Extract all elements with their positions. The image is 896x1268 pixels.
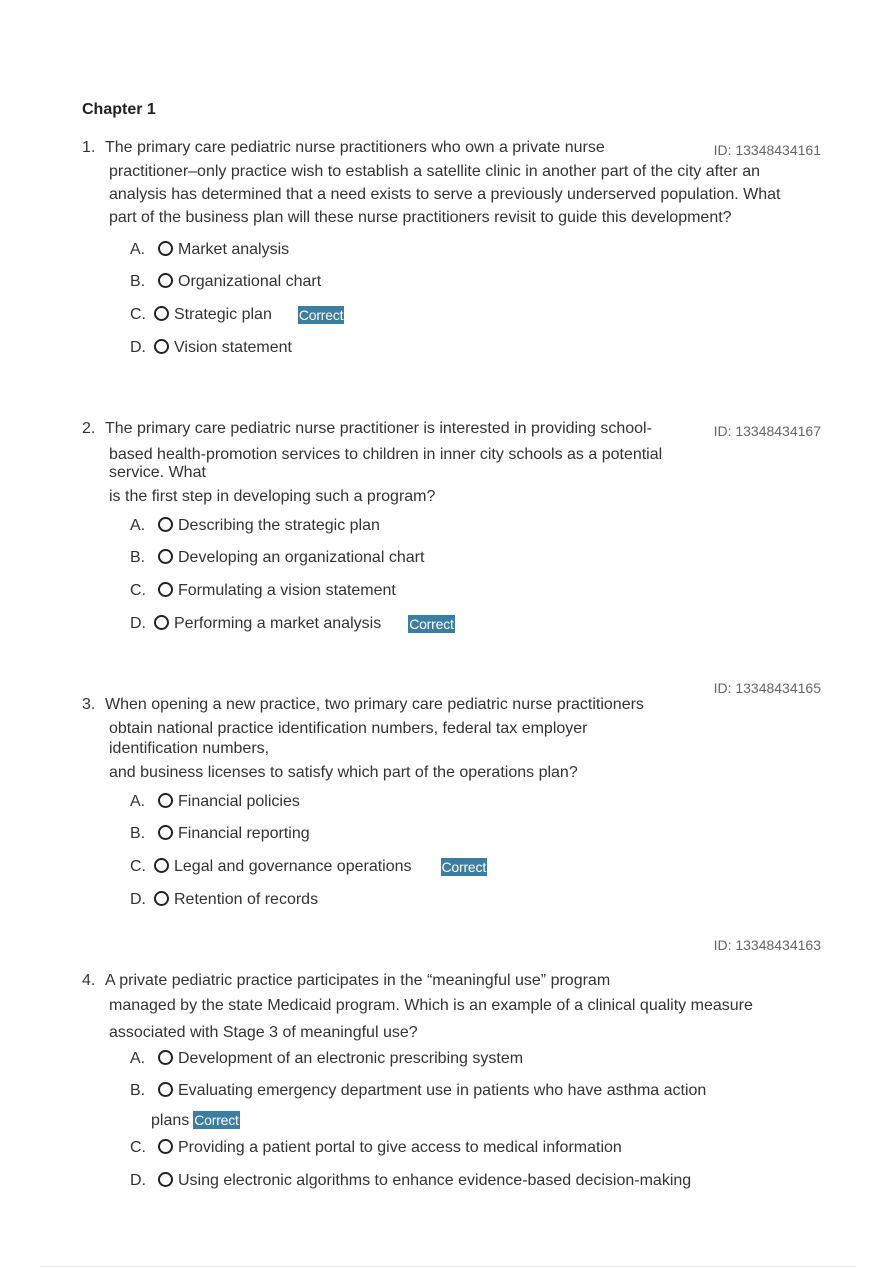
question-text-line: analysis has determined that a need exists to serve a previously underserved population. What: [109, 186, 781, 203]
answer-option-a[interactable]: A. Financial policies: [130, 793, 300, 810]
answer-option-c[interactable]: C. Formulating a vision statement: [130, 582, 396, 599]
answer-option-b[interactable]: B. Organizational chart: [130, 273, 322, 290]
question-id: ID: 13348434167: [713, 423, 821, 439]
answer-option-a[interactable]: A. Development of an electronic prescribing system: [130, 1050, 524, 1067]
answer-option-c[interactable]: C. Legal and governance operations Correct: [130, 858, 487, 875]
radio-circle-icon[interactable]: [158, 582, 173, 597]
answer-option-d[interactable]: D. Retention of records: [130, 891, 319, 908]
question-number: 4.: [82, 972, 96, 989]
question-number: 2.: [82, 420, 96, 437]
radio-circle-icon[interactable]: [154, 306, 169, 321]
question-text: 4. A private pediatric practice participates in the “meaningful use” program: [82, 972, 611, 989]
answer-option-d[interactable]: D. Performing a market analysis Correct: [130, 615, 454, 632]
answer-option-c[interactable]: C. Strategic plan Correct: [130, 306, 344, 323]
radio-circle-icon[interactable]: [154, 339, 169, 354]
chapter-title: Chapter 1: [82, 101, 156, 118]
question-text-line: identification numbers,: [109, 740, 270, 757]
radio-circle-icon[interactable]: [158, 273, 173, 288]
question-text: 3. When opening a new practice, two primary care pediatric nurse practitioners: [82, 696, 644, 713]
answer-option-d[interactable]: D. Vision statement: [130, 339, 292, 356]
question-text: 2. The primary care pediatric nurse practitioner is interested in providing school-: [82, 420, 652, 437]
question-text-line: associated with Stage 3 of meaningful use?: [109, 1024, 418, 1041]
correct-badge: Correct: [298, 307, 344, 323]
question-text-line: is the first step in developing such a program?: [109, 488, 436, 505]
question-number: 3.: [82, 696, 96, 713]
answer-option-d[interactable]: D. Using electronic algorithms to enhance evidence-based decision-making: [130, 1172, 692, 1189]
answer-option-b[interactable]: B. Financial reporting: [130, 825, 310, 842]
radio-circle-icon[interactable]: [154, 615, 169, 630]
radio-circle-icon[interactable]: [158, 1172, 173, 1187]
answer-option-b-continued: plans Correct: [151, 1112, 239, 1129]
question-text-line: managed by the state Medicaid program. Which is an example of a clinical quality measure: [109, 997, 753, 1014]
radio-circle-icon[interactable]: [158, 1082, 173, 1097]
correct-badge: Correct: [409, 616, 454, 632]
question-text-line: and business licenses to satisfy which part of the operations plan?: [109, 764, 578, 781]
answer-option-a[interactable]: A. Describing the strategic plan: [130, 517, 380, 534]
answer-option-b[interactable]: B. Developing an organizational chart: [130, 549, 425, 566]
question-text-line: based health-promotion services to children in inner city schools as a potential: [109, 446, 663, 463]
question-number: 1.: [82, 139, 96, 156]
question-text-line: part of the business plan will these nurse practitioners revisit to guide this development?: [109, 209, 732, 226]
radio-circle-icon[interactable]: [158, 1139, 173, 1154]
page-bottom-divider: [40, 1266, 856, 1267]
radio-circle-icon[interactable]: [158, 241, 173, 256]
radio-circle-icon[interactable]: [158, 517, 173, 532]
radio-circle-icon[interactable]: [158, 825, 173, 840]
answer-option-c[interactable]: C. Providing a patient portal to give access to medical information: [130, 1139, 622, 1156]
answer-option-b[interactable]: B. Evaluating emergency department use in patients who have asthma action: [130, 1082, 707, 1099]
radio-circle-icon[interactable]: [158, 549, 173, 564]
correct-badge: Correct: [441, 859, 487, 875]
radio-circle-icon[interactable]: [154, 891, 169, 906]
question-id: ID: 13348434163: [713, 937, 821, 953]
question-text-line: service. What: [109, 464, 206, 481]
question-id: ID: 13348434165: [713, 680, 821, 696]
question-text: 1. The primary care pediatric nurse practitioners who own a private nurse: [82, 139, 605, 156]
question-id: ID: 13348434161: [713, 142, 821, 158]
question-text-line: obtain national practice identification numbers, federal tax employer: [109, 720, 588, 737]
radio-circle-icon[interactable]: [158, 793, 173, 808]
correct-badge: Correct: [194, 1112, 239, 1128]
answer-option-a[interactable]: A. Market analysis: [130, 241, 290, 258]
radio-circle-icon[interactable]: [154, 858, 169, 873]
radio-circle-icon[interactable]: [158, 1050, 173, 1065]
question-text-line: practitioner–only practice wish to establish a satellite clinic in another part of the city after an: [109, 163, 760, 180]
